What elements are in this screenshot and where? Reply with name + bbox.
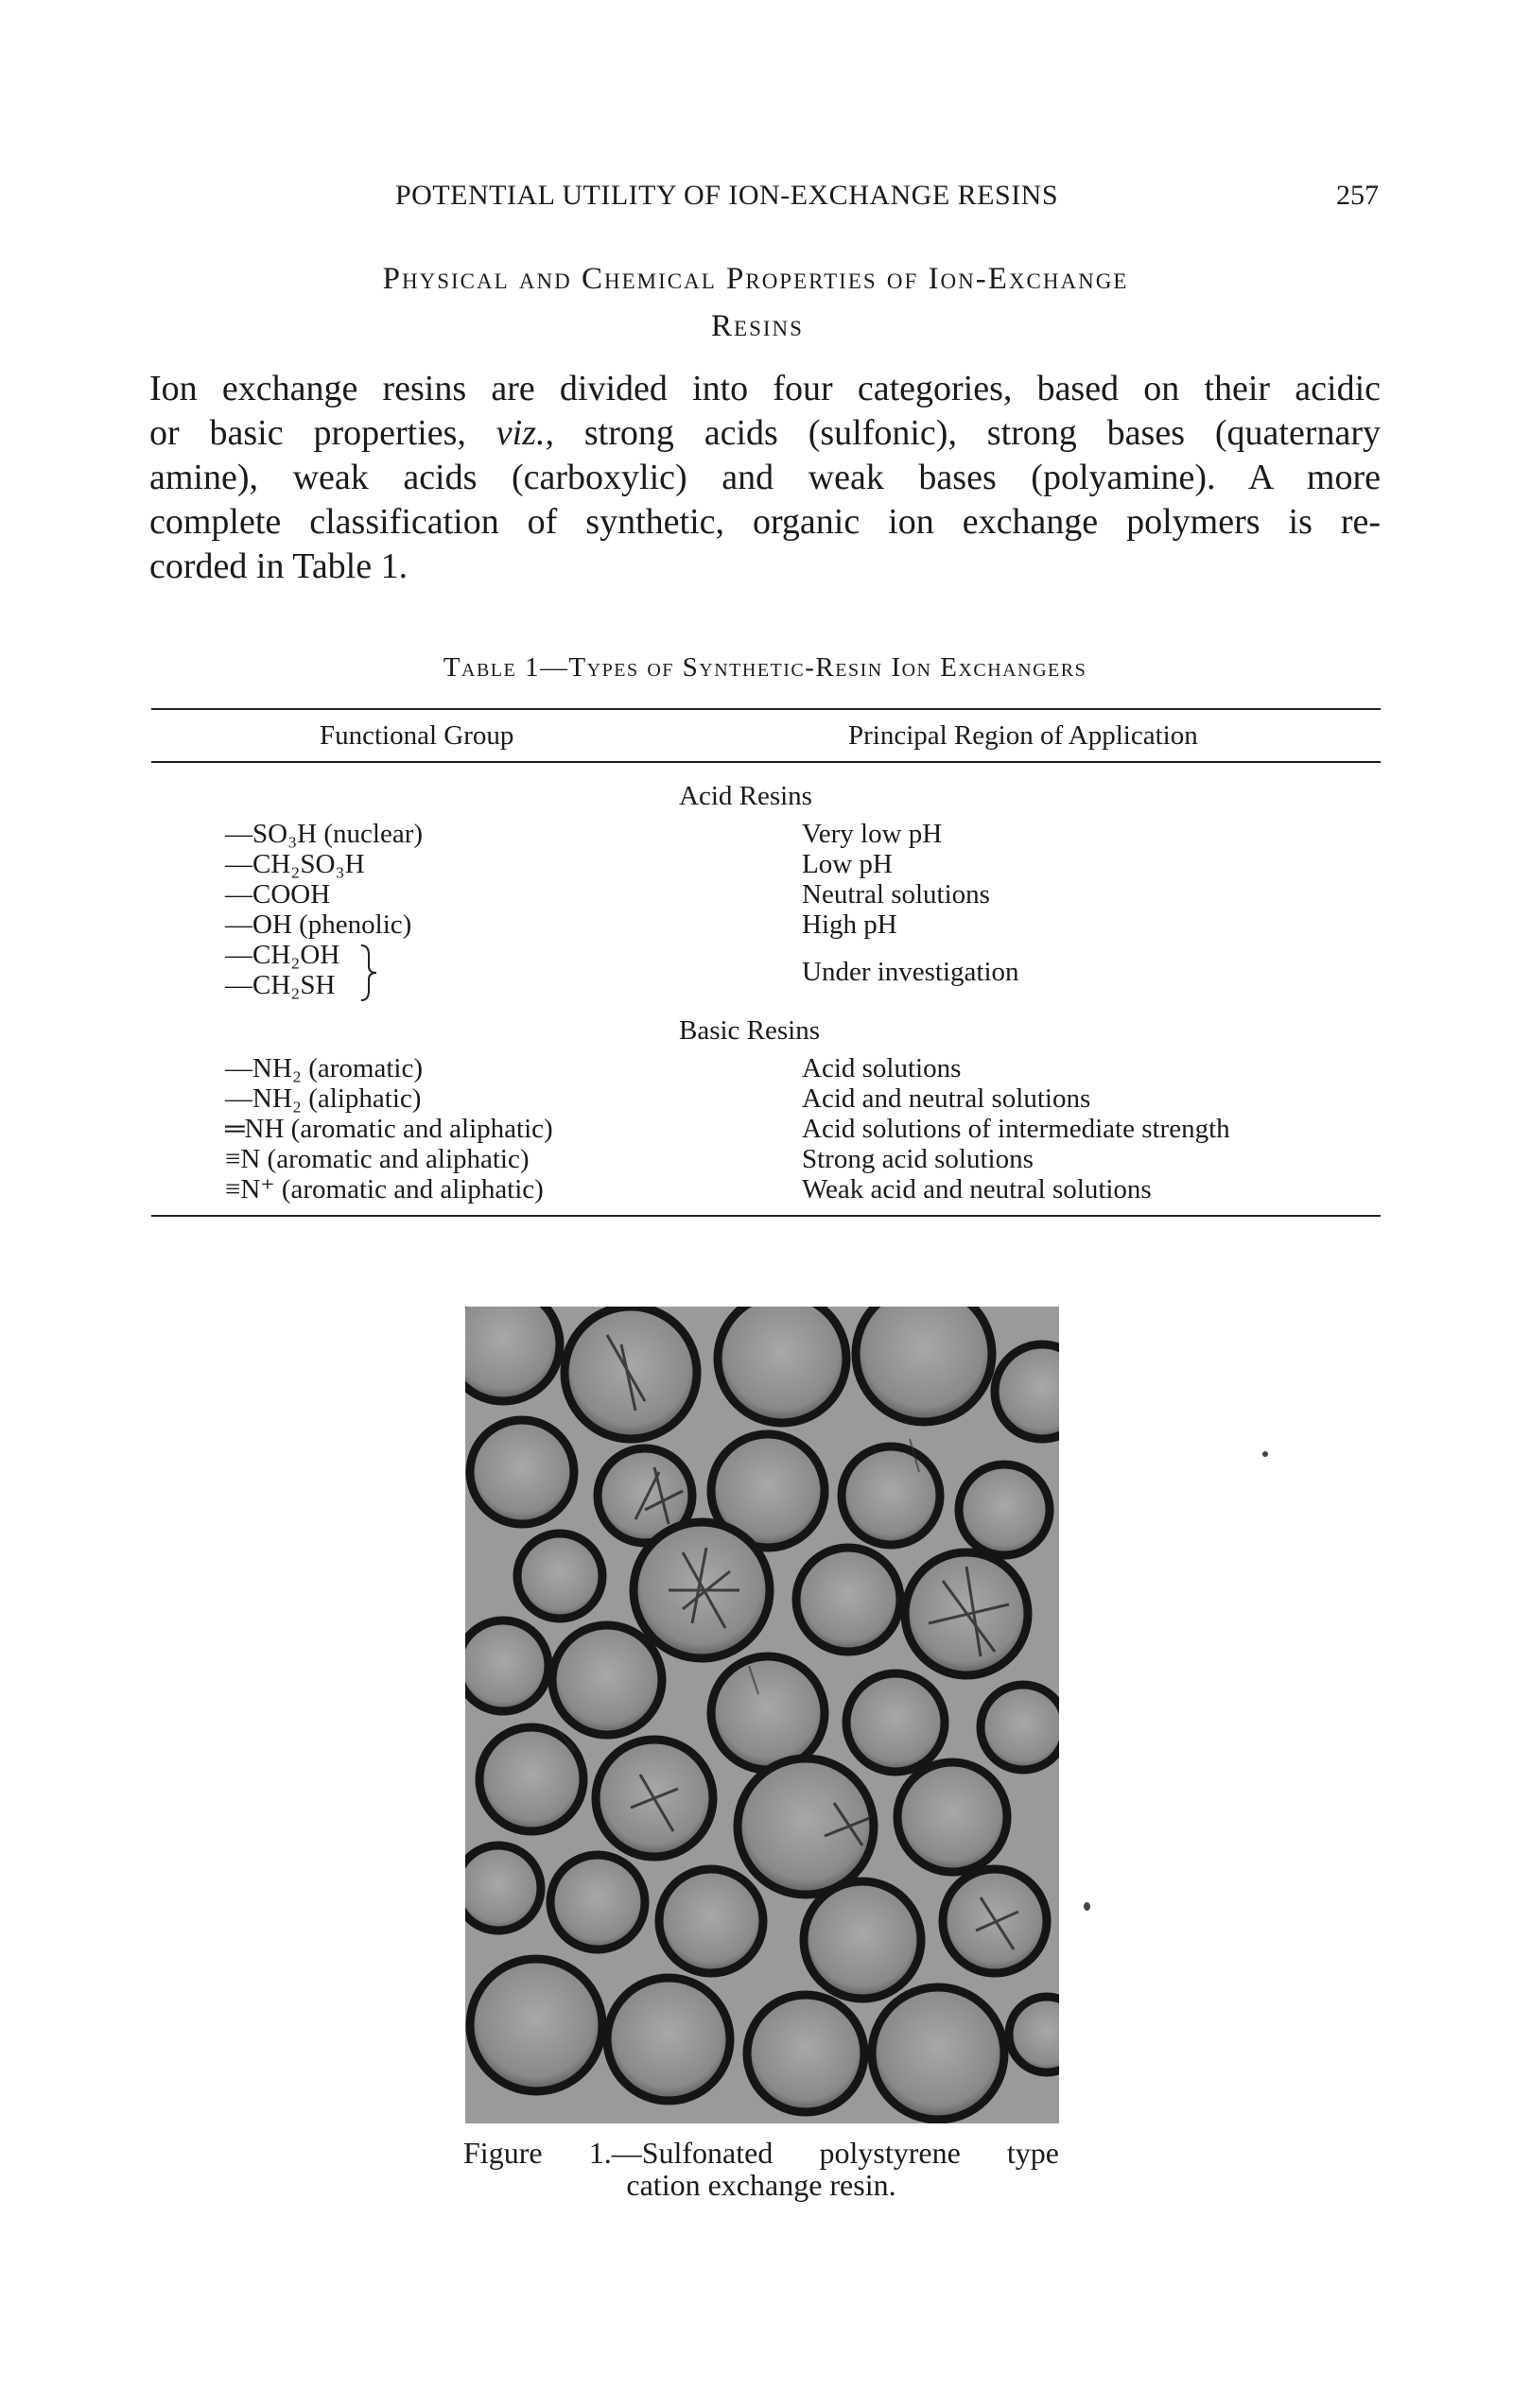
paragraph-line-1: Ion exchange resins are divided into four categories, based on their acidic bbox=[149, 369, 1381, 408]
page-number: 257 bbox=[1336, 180, 1379, 211]
table-group-basic-label: Basic Resins bbox=[679, 1015, 821, 1046]
section-heading-line1: Physical and Chemical Properties of Ion-Exchange bbox=[382, 262, 1129, 296]
figure-caption-line2: cation exchange resin. bbox=[626, 2168, 896, 2202]
body-paragraph bbox=[149, 367, 1381, 589]
table-row: —COOH bbox=[225, 879, 331, 909]
table-cell-application: Acid solutions of intermediate strength bbox=[802, 1114, 1230, 1144]
table-cell-application: Acid solutions bbox=[802, 1053, 962, 1083]
brace-icon bbox=[357, 944, 380, 1002]
table-row: —NH₂ (aromatic) bbox=[225, 1053, 424, 1083]
table-row: —CH₂OH bbox=[225, 940, 340, 970]
scan-speck bbox=[1262, 1451, 1268, 1457]
figure-resin-micrograph bbox=[465, 1307, 1059, 2123]
paragraph-line-2 bbox=[149, 411, 1381, 456]
table-cell-application: Very low pH bbox=[802, 819, 943, 849]
table-bottom-rule bbox=[151, 1215, 1381, 1217]
table-header-application: Principal Region of Application bbox=[848, 720, 1198, 751]
figure-caption bbox=[463, 2137, 1059, 2201]
table-group-acid-label: Acid Resins bbox=[679, 781, 812, 811]
table-row: —SO₃H (nuclear) bbox=[225, 819, 424, 849]
figure-caption-line1: Figure 1.—Sulfonated polystyrene type bbox=[463, 2136, 1059, 2170]
paragraph-line-2-end: , strong acids (sulfonic), strong bases (quaternary bbox=[545, 413, 1381, 453]
table-cell-application: Low pH bbox=[802, 849, 893, 879]
scan-speck bbox=[1084, 1902, 1090, 1911]
paragraph-line-3: amine), weak acids (carboxylic) and weak bases (polyamine). A more bbox=[149, 458, 1381, 497]
table-cell-application: Acid and neutral solutions bbox=[802, 1083, 1091, 1114]
paragraph-viz: viz. bbox=[496, 413, 546, 453]
table-row: —OH (phenolic) bbox=[225, 909, 412, 940]
table-header-rule bbox=[151, 761, 1381, 763]
table-top-rule bbox=[151, 708, 1381, 710]
table-row: —CH₂SO₃H bbox=[225, 849, 365, 879]
table-cell-application: Strong acid solutions bbox=[802, 1144, 1034, 1174]
table-caption: Table 1—Types of Synthetic-Resin Ion Exchangers bbox=[443, 652, 1087, 683]
paragraph-line-2-start: or basic properties, bbox=[149, 413, 466, 453]
table-row: ═NH (aromatic and aliphatic) bbox=[225, 1114, 553, 1144]
table-row: —CH₂SH bbox=[225, 970, 336, 1000]
running-head: POTENTIAL UTILITY OF ION-EXCHANGE RESINS bbox=[395, 180, 1059, 211]
table-header-functional-group: Functional Group bbox=[320, 720, 514, 751]
paragraph-line-4: complete classification of synthetic, organic ion exchange polymers is re- bbox=[149, 502, 1381, 542]
table-row: —NH₂ (aliphatic) bbox=[225, 1083, 422, 1114]
resin-beads-image bbox=[465, 1307, 1059, 2123]
table-cell-application: High pH bbox=[802, 909, 897, 940]
paragraph-line-5: corded in Table 1. bbox=[149, 546, 409, 586]
table-row: ≡N (aromatic and aliphatic) bbox=[225, 1144, 530, 1174]
section-heading-line2: Resins bbox=[711, 309, 804, 343]
table-row: ≡N⁺ (aromatic and aliphatic) bbox=[225, 1174, 544, 1204]
table-cell-application: Neutral solutions bbox=[802, 879, 990, 909]
table-cell-application: Weak acid and neutral solutions bbox=[802, 1174, 1152, 1204]
table-cell-application: Under investigation bbox=[802, 957, 1019, 987]
